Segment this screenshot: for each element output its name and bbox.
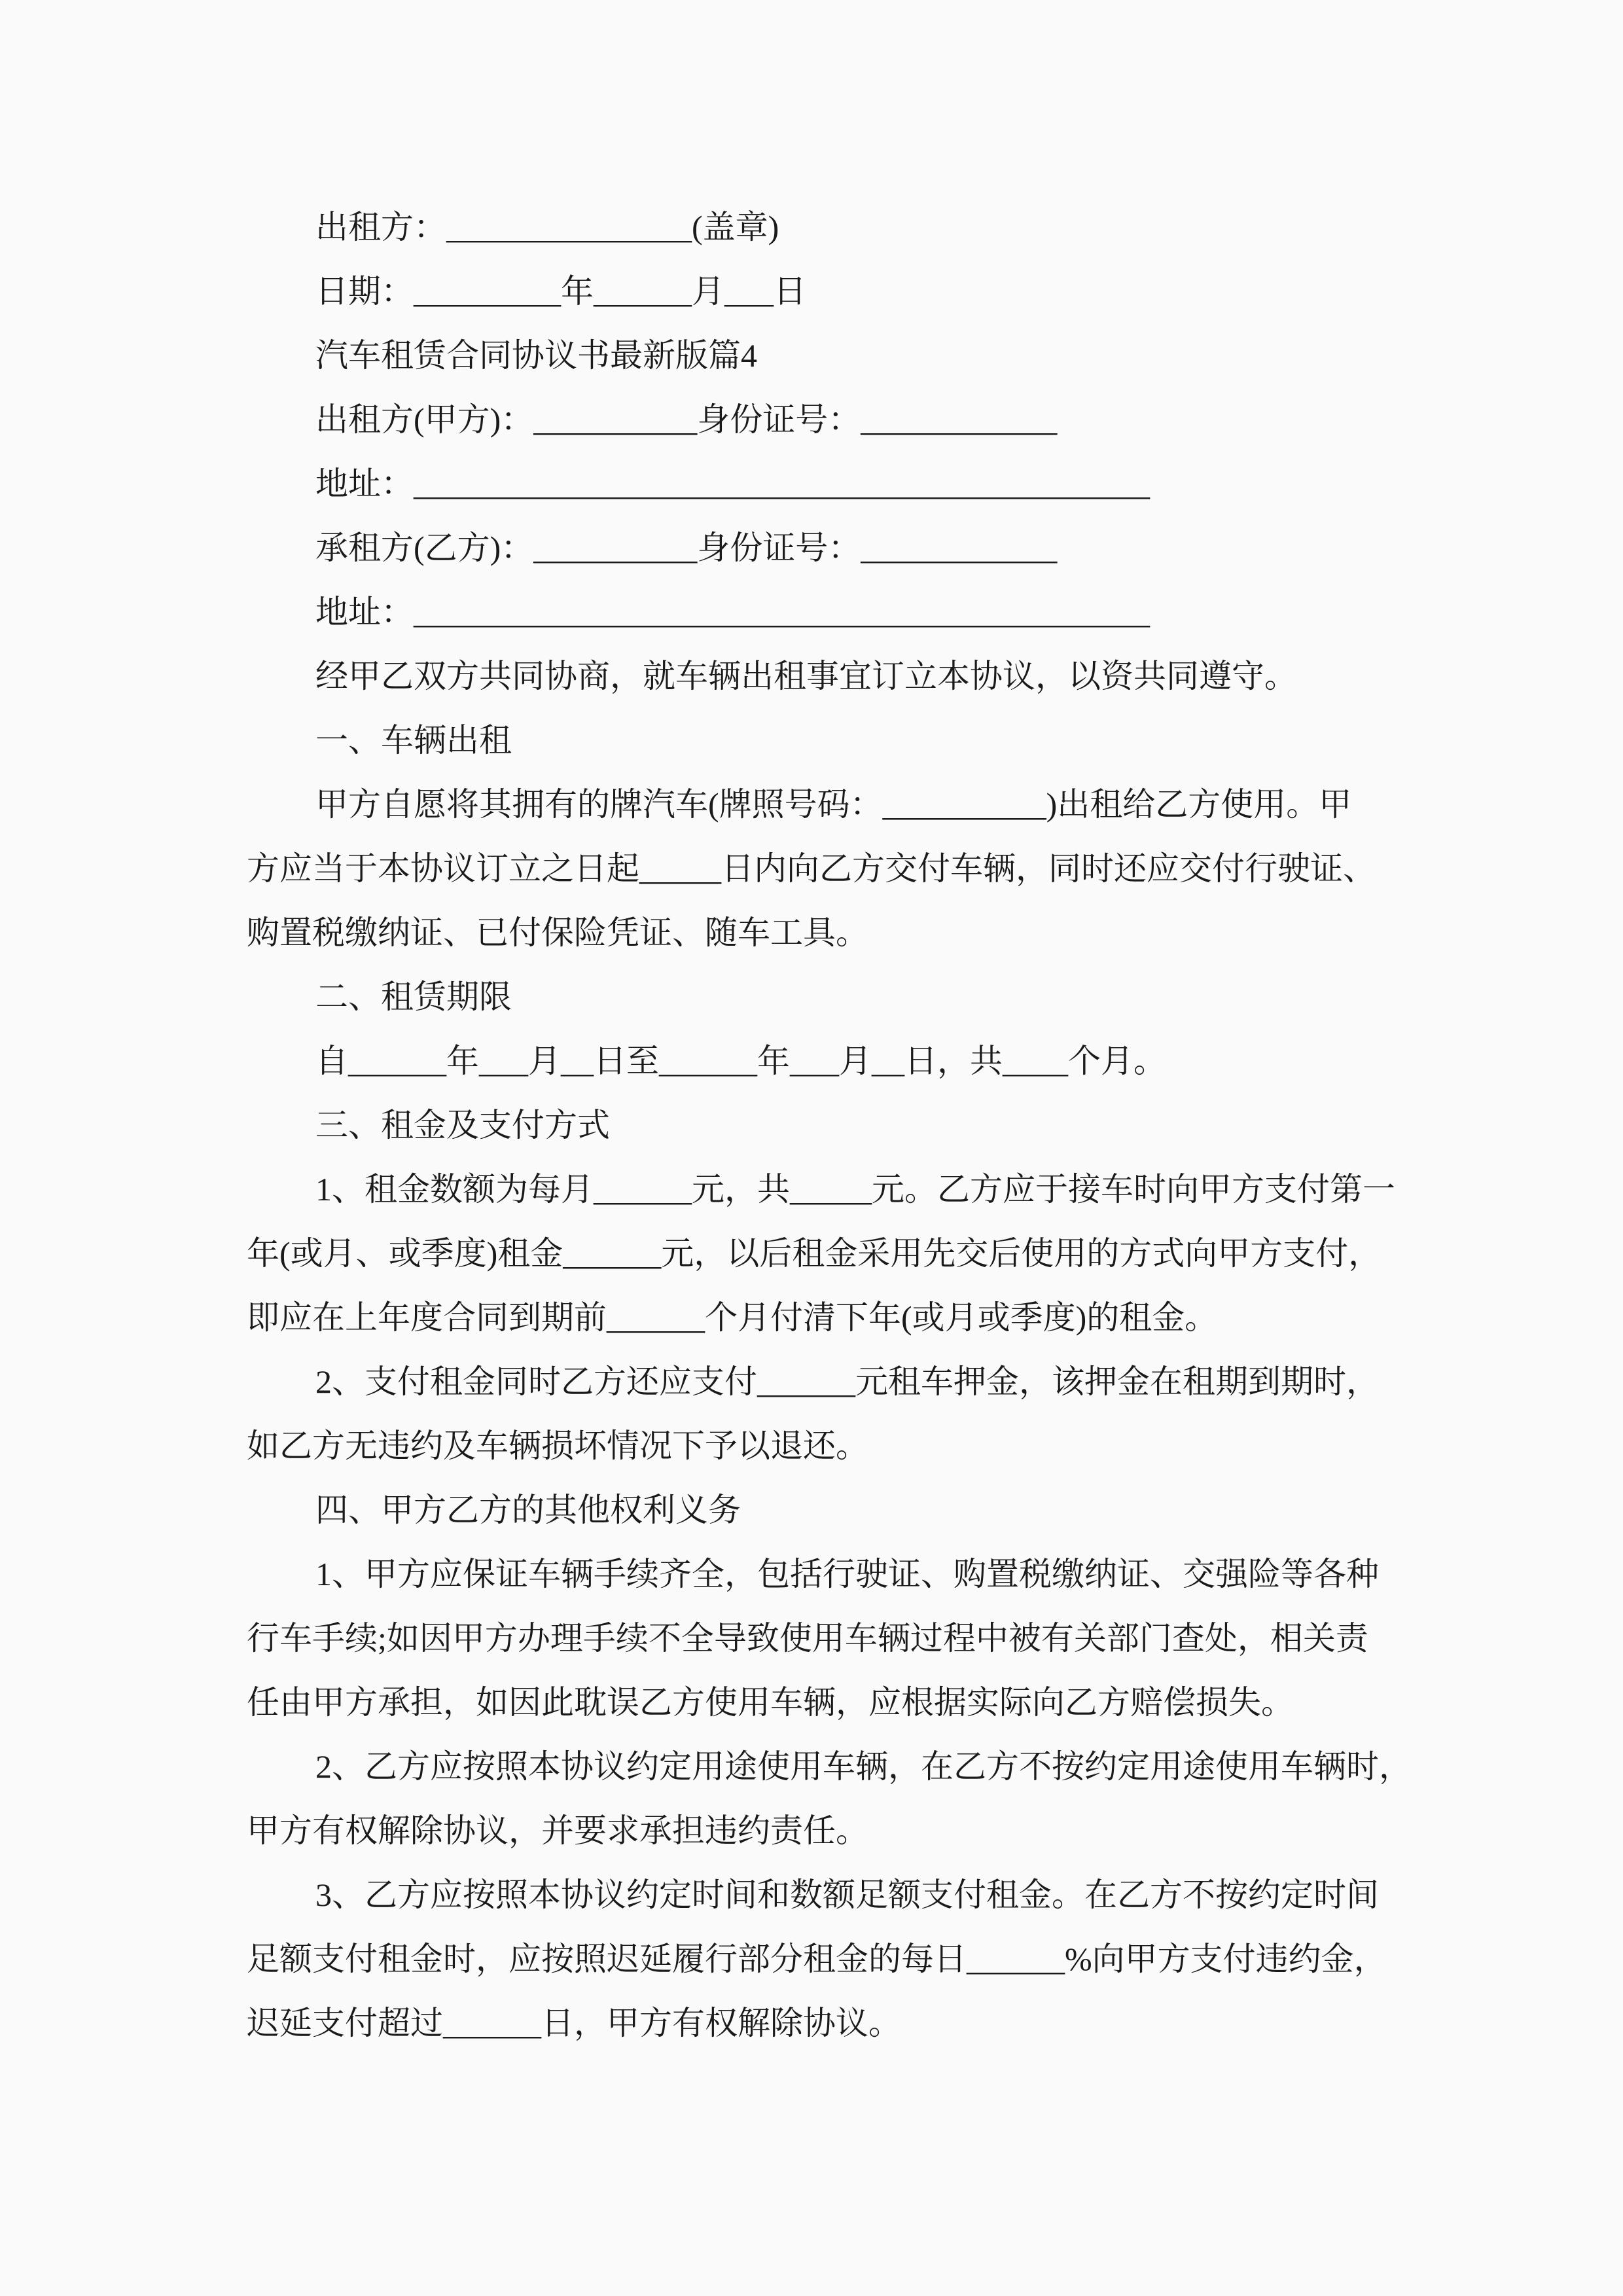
contract-line: 任由甲方承担，如因此耽误乙方使用车辆，应根据实际向乙方赔偿损失。 [247,1684,1294,1721]
contract-line: 购置税缴纳证、已付保险凭证、随车工具。 [247,914,868,951]
section-heading-1: 一、车辆出租 [315,722,512,759]
contract-line: 甲方自愿将其拥有的牌汽车(牌照号码：__________)出租给乙方使用。甲 [315,786,1352,823]
contract-line: 即应在上年度合同到期前______个月付清下年(或月或季度)的租金。 [247,1299,1218,1336]
contract-line: 年(或月、或季度)租金______元，以后租金采用先交后使用的方式向甲方支付， [247,1235,1382,1272]
contract-line: 日期：_________年______月___日 [315,273,806,310]
contract-line: 行车手续;如因甲方办理手续不全导致使用车辆过程中被有关部门查处，相关责 [247,1620,1368,1657]
contract-line: 1、甲方应保证车辆手续齐全，包括行驶证、购置税缴纳证、交强险等各种 [315,1556,1379,1592]
contract-line: 甲方有权解除协议，并要求承担违约责任。 [247,1812,868,1849]
contract-line: 迟延支付超过______日，甲方有权解除协议。 [247,2005,901,2041]
contract-line: 方应当于本协议订立之日起_____日内向乙方交付车辆，同时还应交付行驶证、 [247,850,1376,887]
section-heading-3: 三、租金及支付方式 [315,1107,610,1143]
contract-line: 1、租金数额为每月______元，共_____元。乙方应于接车时向甲方支付第一 [315,1171,1395,1208]
contract-line: 地址：_____________________________________________ [315,465,1150,502]
contract-line: 出租方：_______________(盖章) [315,209,779,245]
contract-line: 经甲乙双方共同协商，就车辆出租事宜订立本协议，以资共同遵守。 [315,658,1297,694]
contract-line: 3、乙方应按照本协议约定时间和数额足额支付租金。在乙方不按约定时间 [315,1876,1379,1913]
document-title: 汽车租赁合同协议书最新版篇4 [315,337,757,374]
contract-body [247,195,1412,2055]
contract-line: 足额支付租金时，应按照迟延履行部分租金的每日______%向甲方支付违约金， [247,1941,1387,1977]
contract-line: 2、支付租金同时乙方还应支付______元租车押金，该押金在租期到期时， [315,1363,1379,1400]
section-heading-4: 四、甲方乙方的其他权利义务 [315,1492,741,1528]
contract-line: 2、乙方应按照本协议约定用途使用车辆，在乙方不按约定用途使用车辆时， [315,1748,1412,1785]
contract-line: 承租方(乙方)：__________身份证号：____________ [315,529,1058,566]
section-heading-2: 二、租赁期限 [315,978,512,1015]
contract-line: 出租方(甲方)：__________身份证号：____________ [315,401,1058,438]
contract-line: 如乙方无违约及车辆损坏情况下予以退还。 [247,1427,868,1464]
contract-line: 自______年___月__日至______年___月__日，共____个月。 [315,1043,1166,1079]
contract-line: 地址：_____________________________________________ [315,594,1150,630]
